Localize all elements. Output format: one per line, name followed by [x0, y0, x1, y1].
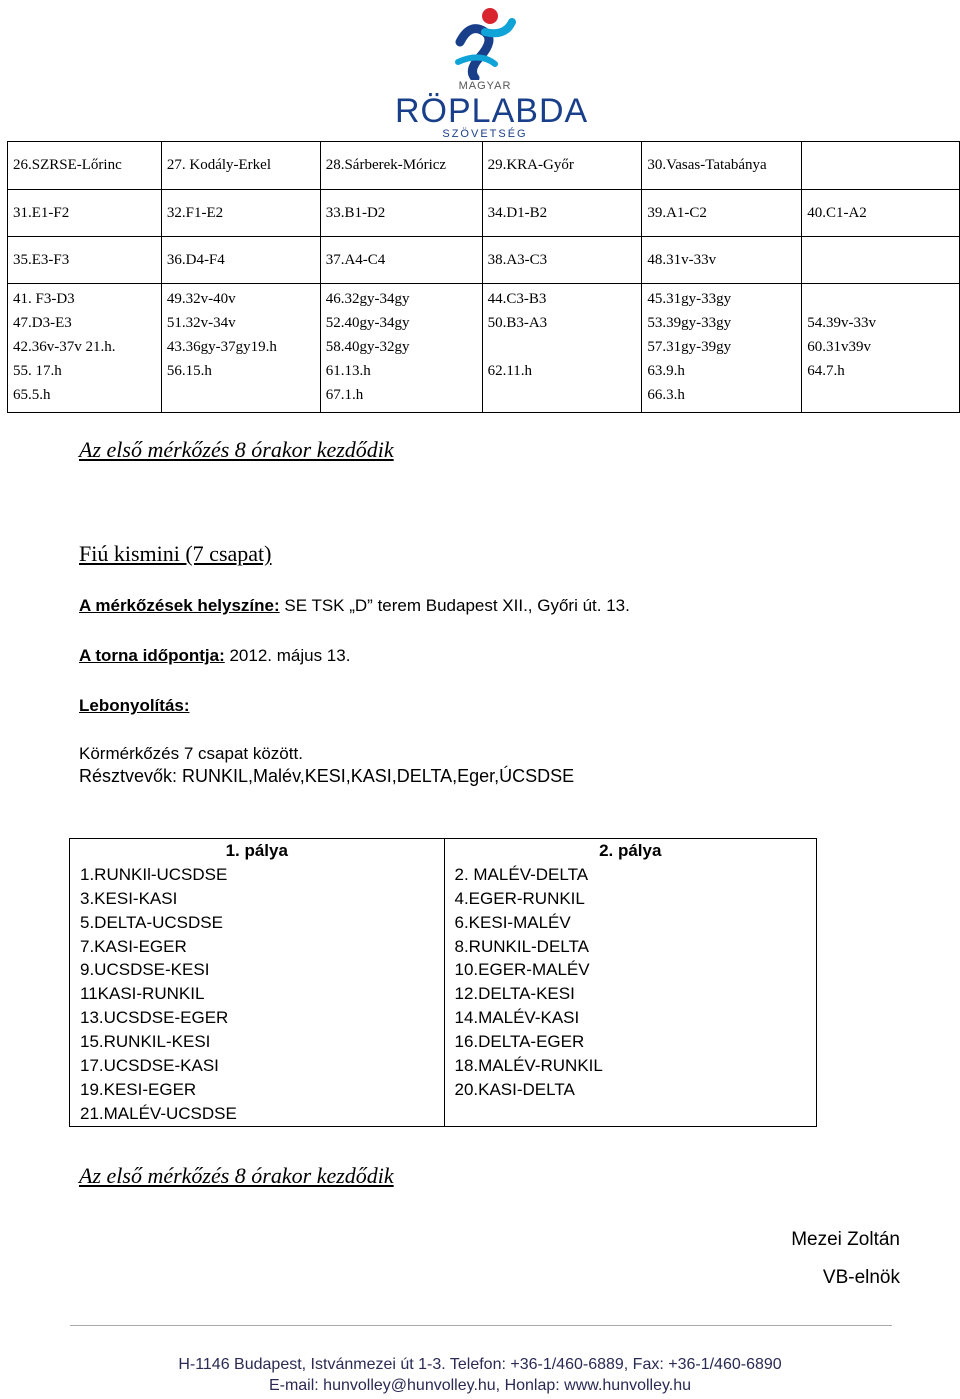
schedule-cell: 32.F1-E2: [161, 190, 320, 237]
schedule-cell: [802, 284, 960, 413]
schedule-cell: 35.E3-F3: [8, 237, 162, 284]
venue-value: SE TSK „D” terem Budapest XII., Győri út. 13.: [279, 596, 630, 615]
match-header-row: [70, 839, 817, 863]
logo-small-text: MAGYAR: [458, 80, 512, 92]
table-row: [70, 958, 817, 982]
match-cell: 4.EGER-RUNKIL: [444, 887, 817, 911]
federation-logo: [395, 0, 589, 146]
date-value: 2012. május 13.: [224, 646, 351, 665]
match-cell: 1.RUNKIl-UCSDSE: [80, 864, 228, 884]
volleyball-player-icon: [450, 2, 520, 80]
schedule-entry: 49.32v-40v: [166, 291, 236, 307]
venue-label: A mérkőzések helyszíne:: [79, 596, 280, 615]
schedule-entry: 57.31gy-39gy: [647, 339, 732, 355]
match-cell: [444, 1102, 817, 1126]
schedule-entry: [488, 383, 642, 407]
table-row: [70, 887, 817, 911]
match-cell: 10.EGER-MALÉV: [444, 958, 817, 982]
match-cell: 21.MALÉV-UCSDSE: [80, 1103, 237, 1123]
match-cell: 11KASI-RUNKIL: [80, 984, 205, 1004]
match-cell: 15.RUNKIL-KESI: [80, 1032, 211, 1052]
match-cell: 17.UCSDSE-KASI: [80, 1055, 219, 1075]
schedule-row: [8, 284, 960, 413]
schedule-row: [8, 237, 960, 284]
schedule-cell: 27. Kodály-Erkel: [161, 142, 320, 190]
schedule-entry: 63.9.h: [647, 363, 685, 379]
schedule-cell: 29.KRA-Győr: [482, 142, 642, 190]
table-row: [70, 982, 817, 1006]
schedule-row: [8, 142, 960, 190]
schedule-cell: [8, 284, 162, 413]
match-cell: 12.DELTA-KESI: [444, 982, 817, 1006]
match-cell: 18.MALÉV-RUNKIL: [444, 1054, 817, 1078]
schedule-cell: [802, 237, 960, 284]
schedule-entry: 56.15.h: [166, 363, 212, 379]
court-2-header: 2. pálya: [444, 839, 817, 863]
schedule-entry: 52.40gy-34gy: [325, 315, 410, 331]
schedule-cell: [161, 284, 320, 413]
match-cell: 9.UCSDSE-KESI: [80, 960, 210, 980]
match-cell: 3.KESI-KASI: [80, 888, 178, 908]
schedule-entry: 65.5.h: [13, 387, 51, 403]
schedule-table: [7, 141, 960, 413]
schedule-cell: 38.A3-C3: [482, 237, 642, 284]
first-match-note: Az első mérkőzés 8 órakor kezdődik: [79, 437, 394, 462]
schedule-entry: [807, 383, 959, 407]
format-label: Lebonyolítás:: [79, 696, 190, 715]
schedule-entry: 43.36gy-37gy19.h: [166, 339, 277, 355]
footer-address: H-1146 Budapest, Istvánmezei út 1-3. Telefon: +36-1/460-6889, Fax: +36-1/460-6890: [178, 1356, 782, 1373]
schedule-cell: 37.A4-C4: [320, 237, 482, 284]
schedule-row: [8, 190, 960, 237]
match-cell: 8.RUNKIL-DELTA: [444, 935, 817, 959]
match-cell: 19.KESI-EGER: [80, 1079, 197, 1099]
schedule-entry: 55. 17.h: [13, 363, 62, 379]
match-cell: 2. MALÉV-DELTA: [444, 863, 817, 887]
schedule-cell: 39.A1-C2: [642, 190, 802, 237]
participants-text: Résztvevők: RUNKIL,Malév,KESI,KASI,DELTA,Eger,ÚCSDSE: [79, 766, 575, 786]
signature-role: VB-elnök: [822, 1267, 900, 1288]
schedule-entry: 41. F3-D3: [13, 291, 75, 307]
schedule-entry: 64.7.h: [807, 363, 845, 379]
logo-subtitle: SZÖVETSÉG: [442, 128, 528, 140]
table-row: [70, 1030, 817, 1054]
second-match-note: Az első mérkőzés 8 órakor kezdődik: [79, 1163, 394, 1188]
schedule-entry: 62.11.h: [487, 363, 533, 379]
schedule-entry: 47.D3-E3: [13, 315, 72, 331]
table-row: [70, 1006, 817, 1030]
schedule-cell: 30.Vasas-Tatabánya: [642, 142, 802, 190]
schedule-entry: [807, 287, 959, 311]
schedule-entry: [167, 383, 320, 407]
court-1-header: 1. pálya: [225, 840, 288, 860]
schedule-entry: 42.36v-37v 21.h.: [13, 339, 116, 355]
schedule-entry: 54.39v-33v: [807, 315, 876, 331]
schedule-entry: 67.1.h: [325, 387, 364, 403]
schedule-entry: 45.31gy-33gy: [647, 291, 732, 307]
schedule-cell: 33.B1-D2: [320, 190, 482, 237]
match-cell: 5.DELTA-UCSDSE: [80, 912, 223, 932]
schedule-cell: [320, 284, 482, 413]
schedule-entry: 53.39gy-33gy: [647, 315, 732, 331]
match-cell: 6.KESI-MALÉV: [444, 911, 817, 935]
logo-title: RÖPLABDA: [395, 92, 589, 130]
schedule-entry: 66.3.h: [647, 387, 685, 403]
schedule-cell: 36.D4-F4: [161, 237, 320, 284]
match-table: [69, 838, 817, 1127]
match-cell: 14.MALÉV-KASI: [444, 1006, 817, 1030]
schedule-entry: 61.13.h: [325, 363, 371, 379]
table-row: [70, 1102, 817, 1126]
schedule-entry: 60.31v39v: [807, 339, 871, 355]
schedule-cell: 34.D1-B2: [482, 190, 642, 237]
match-cell: 16.DELTA-EGER: [444, 1030, 817, 1054]
schedule-entry: 44.C3-B3: [487, 291, 547, 307]
schedule-entry: 58.40gy-32gy: [325, 339, 410, 355]
schedule-cell: [642, 284, 802, 413]
format-text: Körmérkőzés 7 csapat között.: [79, 744, 303, 763]
schedule-entry: 51.32v-34v: [166, 315, 236, 331]
schedule-cell: [482, 284, 642, 413]
schedule-entry: [488, 335, 642, 359]
schedule-cell: 28.Sárberek-Móricz: [320, 142, 482, 190]
match-cell: 13.UCSDSE-EGER: [80, 1008, 229, 1028]
schedule-entry: 50.B3-A3: [487, 315, 548, 331]
table-row: [70, 1078, 817, 1102]
match-cell: 20.KASI-DELTA: [444, 1078, 817, 1102]
match-cell: 7.KASI-EGER: [80, 936, 187, 956]
venue-line: [79, 596, 630, 616]
date-label: A torna időpontja:: [79, 646, 225, 665]
table-row: [70, 863, 817, 887]
table-row: [70, 911, 817, 935]
schedule-cell: 26.SZRSE-Lőrinc: [8, 142, 162, 190]
table-row: [70, 935, 817, 959]
footer-contact: E-mail: hunvolley@hunvolley.hu, Honlap: www.hunvolley.hu: [268, 1377, 692, 1394]
format-line: [79, 696, 190, 716]
schedule-entry: 46.32gy-34gy: [325, 291, 410, 307]
schedule-cell: 48.31v-33v: [642, 237, 802, 284]
section-title: Fiú kismini (7 csapat): [79, 541, 272, 566]
date-line: [79, 646, 350, 666]
schedule-cell: 40.C1-A2: [802, 190, 960, 237]
table-row: [70, 1054, 817, 1078]
schedule-cell: [802, 142, 960, 190]
footer-divider: [70, 1325, 892, 1326]
schedule-cell: 31.E1-F2: [8, 190, 162, 237]
signature-name: Mezei Zoltán: [791, 1229, 900, 1250]
